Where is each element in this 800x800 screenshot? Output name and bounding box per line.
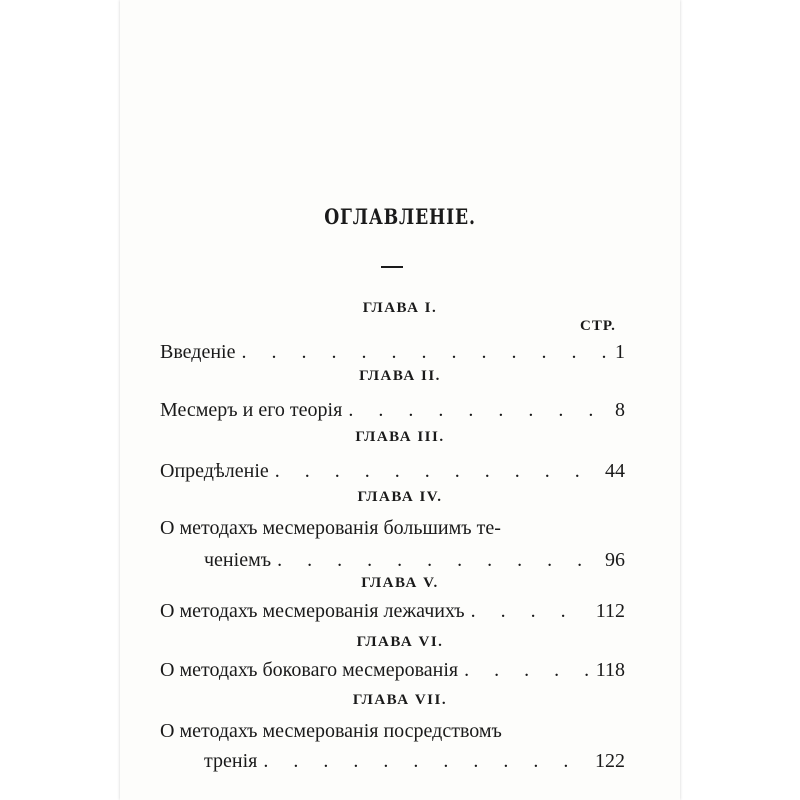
toc-entry-1: [160, 339, 625, 365]
chapter-heading-1: ГЛАВА I.: [362, 300, 438, 316]
toc-entry-7: [160, 718, 625, 774]
toc-entry-title-line2: ченіемъ: [204, 549, 272, 571]
chapter-heading-3: ГЛАВА III.: [355, 429, 445, 445]
chapter-heading-5: ГЛАВА V.: [361, 575, 439, 591]
toc-entry-2: [160, 397, 625, 423]
toc-entry-title-line2: тренія: [204, 750, 258, 772]
toc-entry-page: 122: [595, 750, 625, 772]
toc-entry-title: Месмеръ и его теорія: [160, 399, 343, 421]
toc-entry-6: [160, 657, 625, 683]
toc-entry-title: Введеніе: [160, 341, 236, 363]
toc-entry-4: [160, 515, 625, 573]
toc-entry-page: 118: [595, 659, 625, 681]
chapter-heading-7: ГЛАВА VII.: [352, 692, 448, 708]
dot-leader: [471, 598, 590, 624]
page-title: ОГЛАВЛЕНІЕ.: [324, 204, 476, 229]
toc-entry-page: 1: [615, 341, 625, 363]
toc-entry-5: [160, 598, 625, 624]
pages-column-label: СТР.: [580, 318, 616, 334]
dot-leader: [275, 458, 599, 484]
dot-leader: [464, 657, 590, 683]
toc-entry-page: 96: [605, 549, 625, 571]
dot-leader: [263, 748, 589, 774]
title-divider: [381, 266, 403, 268]
chapter-heading-2: ГЛАВА II.: [359, 368, 441, 384]
toc-entry-title: Опредѣленіе: [160, 460, 269, 482]
toc-entry-title-line1: О методахъ месмерованія большимъ те-: [160, 517, 501, 539]
toc-entry-3: [160, 458, 625, 484]
dot-leader: [277, 547, 599, 573]
dot-leader: [348, 397, 609, 423]
chapter-heading-6: ГЛАВА VI.: [356, 634, 444, 650]
toc-entry-page: 112: [595, 600, 625, 622]
toc-entry-title: О методахъ месмерованія лежачихъ: [160, 600, 465, 622]
toc-entry-title-line1: О методахъ месмерованія посредствомъ: [160, 720, 502, 742]
toc-entry-page: 44: [605, 460, 625, 482]
toc-entry-title: О методахъ боковаго месмерованія: [160, 659, 459, 681]
chapter-heading-4: ГЛАВА IV.: [357, 489, 443, 505]
toc-entry-page: 8: [615, 399, 625, 421]
dot-leader: [241, 339, 609, 365]
